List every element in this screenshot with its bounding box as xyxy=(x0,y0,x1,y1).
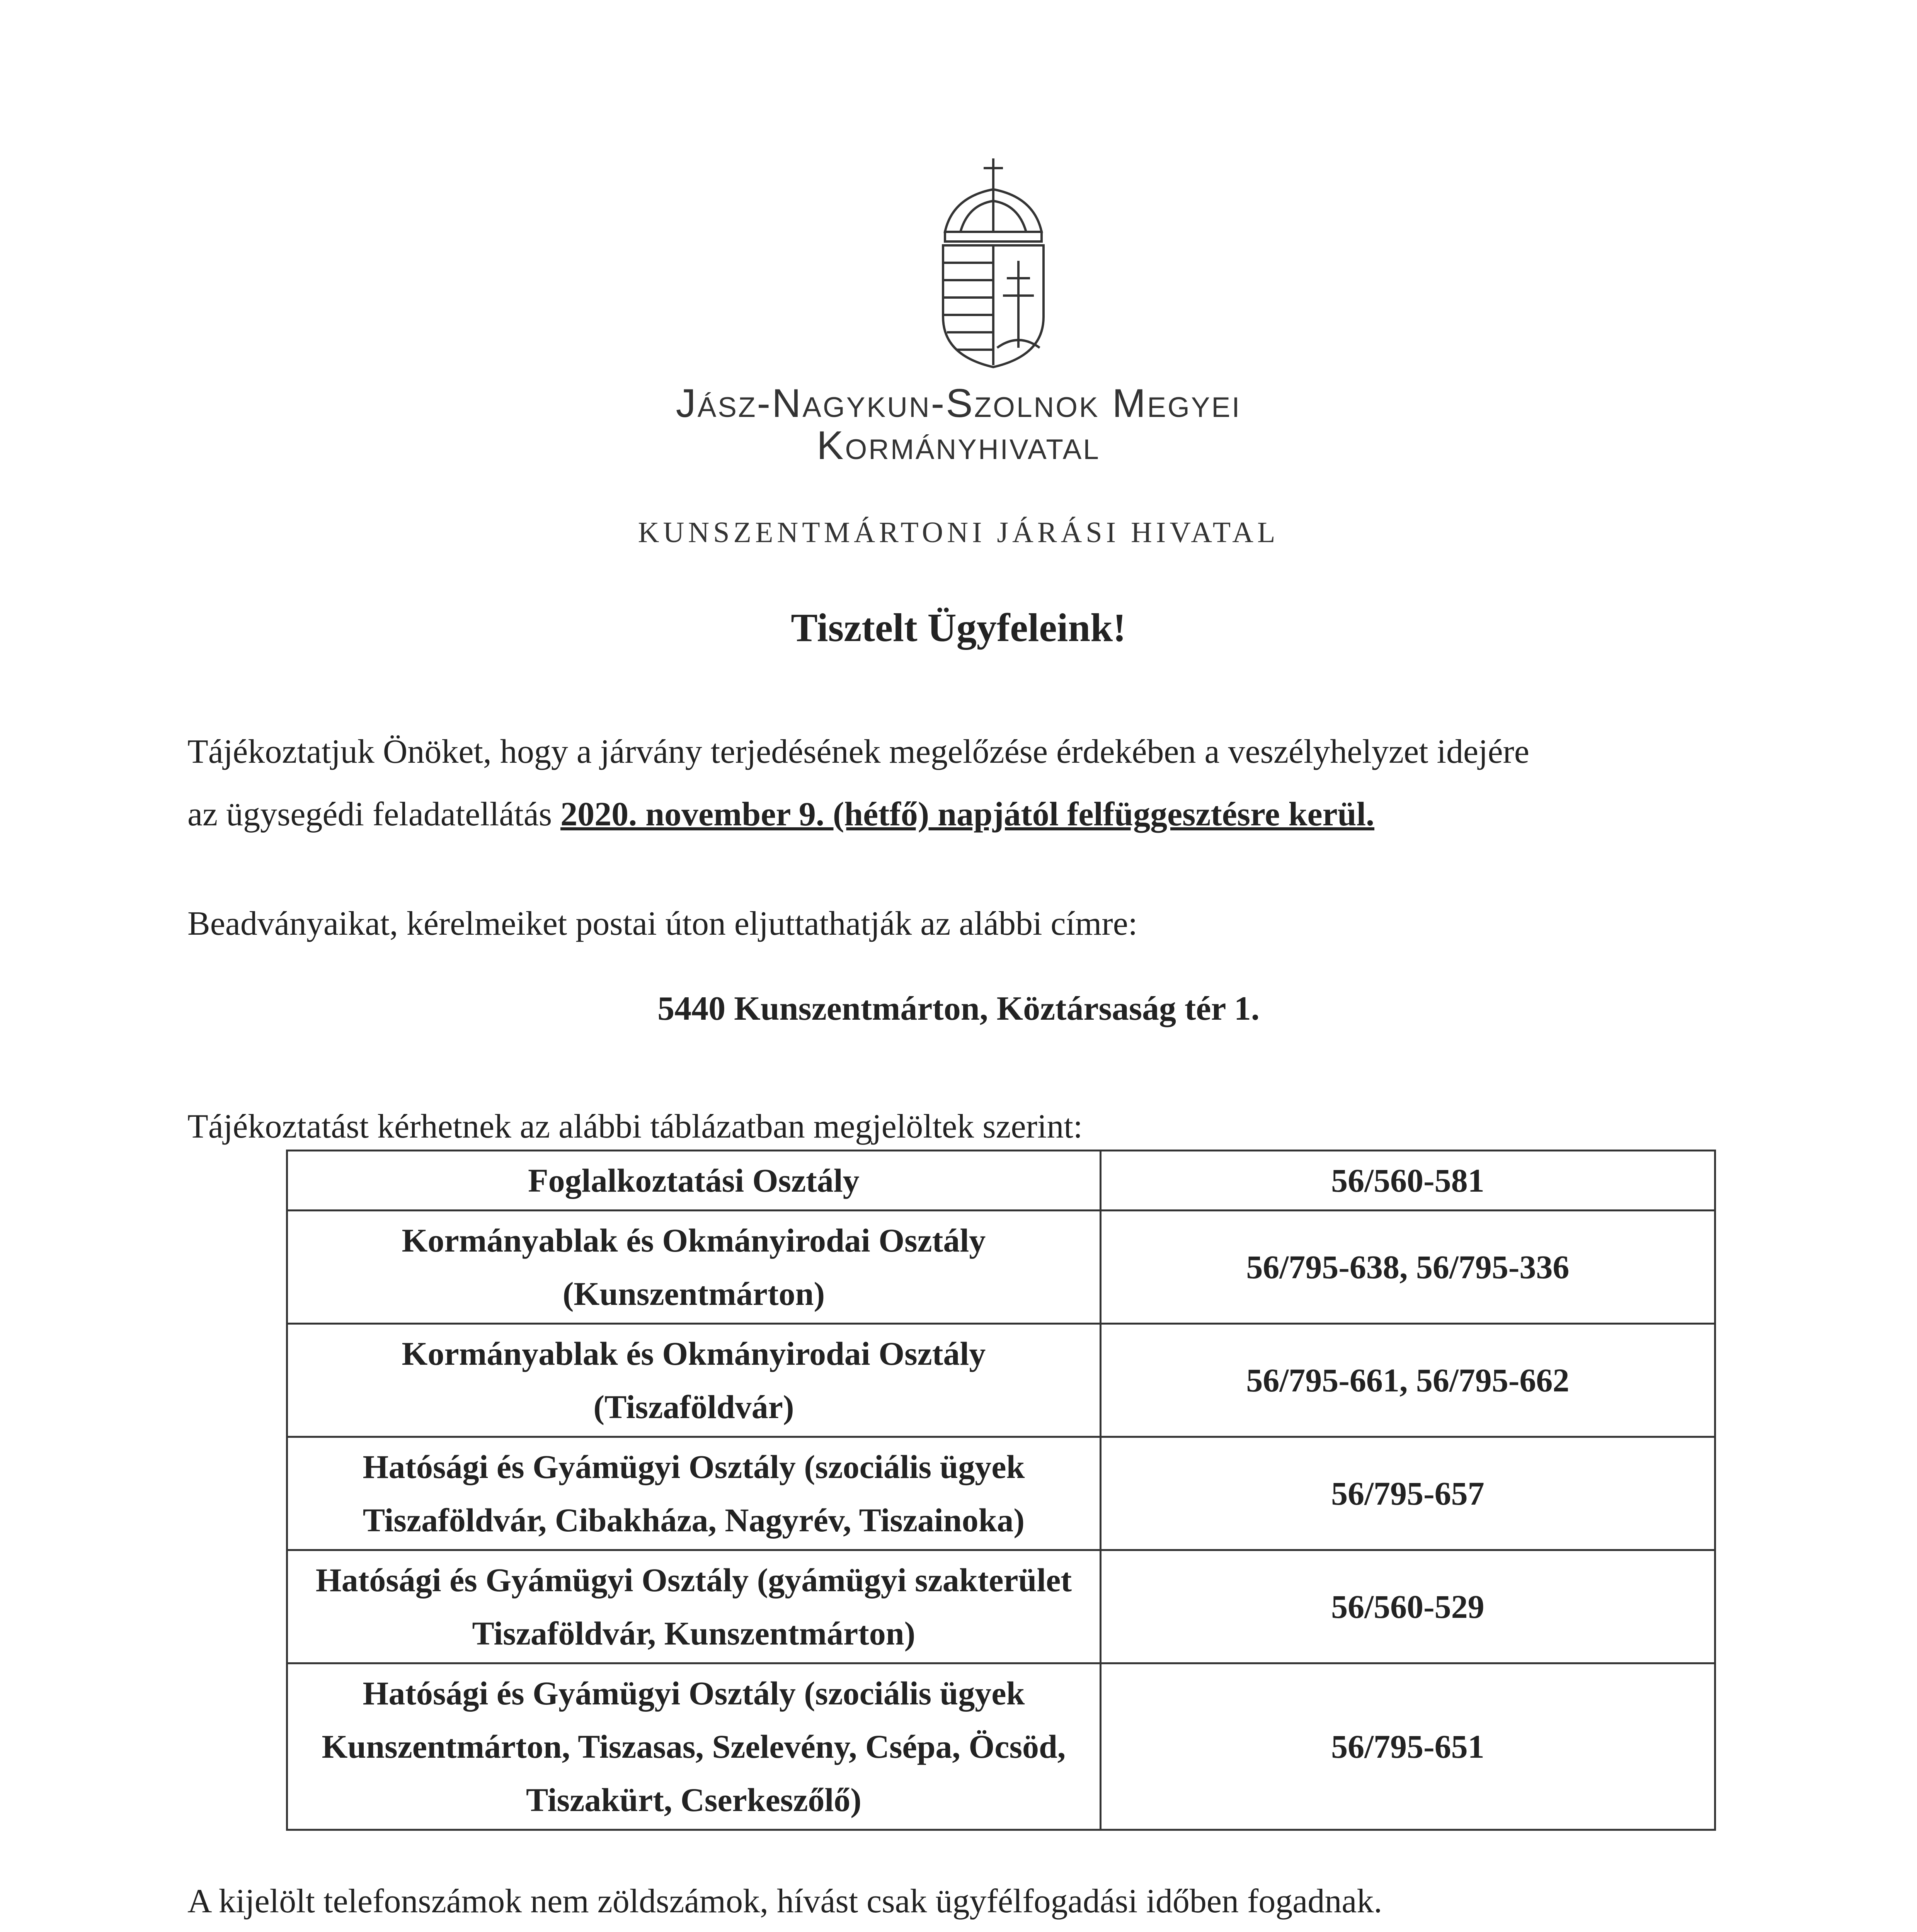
phone-cell: 56/795-651 xyxy=(1100,1663,1715,1830)
phone-cell: 56/795-661, 56/795-662 xyxy=(1100,1324,1715,1437)
phone-cell: 56/795-657 xyxy=(1100,1437,1715,1550)
contacts-table xyxy=(286,1150,1716,1831)
intro-line2 xyxy=(187,783,1764,846)
department-cell: Kormányablak és Okmányirodai Osztály (Tiszaföldvár) xyxy=(287,1324,1101,1437)
department-cell: Foglalkoztatási Osztály xyxy=(287,1151,1101,1211)
table-row xyxy=(287,1550,1715,1663)
department-cell: Kormányablak és Okmányirodai Osztály (Kunszentmárton) xyxy=(287,1211,1101,1324)
county-office-title xyxy=(386,383,1531,467)
district-office-title: KUNSZENTMÁRTONI JÁRÁSI HIVATAL xyxy=(638,516,1279,549)
department-cell: Hatósági és Gyámügyi Osztály (szociális ügyek Kunszentmárton, Tiszasas, Szelevény, Csépa, Öcsöd, Tiszakürt, Cserkeszőlő) xyxy=(287,1663,1101,1830)
coat-of-arms-icon xyxy=(930,155,1057,371)
table-row xyxy=(287,1211,1715,1324)
intro-line1: Tájékoztatjuk Önöket, hogy a járvány terjedésének megelőzése érdekében a veszélyhelyzet idejére xyxy=(187,733,1529,770)
department-cell: Hatósági és Gyámügyi Osztály (gyámügyi szakterület Tiszaföldvár, Kunszentmárton) xyxy=(287,1550,1101,1663)
department-cell: Hatósági és Gyámügyi Osztály (szociális ügyek Tiszaföldvár, Cibakháza, Nagyrév, Tiszainoka) xyxy=(287,1437,1101,1550)
postal-address: 5440 Kunszentmárton, Köztársaság tér 1. xyxy=(657,990,1260,1027)
table-intro: Tájékoztatást kérhetnek az alábbi táblázatban megjelöltek szerint: xyxy=(187,1108,1083,1145)
phone-cell: 56/560-581 xyxy=(1100,1151,1715,1211)
phone-cell: 56/560-529 xyxy=(1100,1550,1715,1663)
table-row xyxy=(287,1437,1715,1550)
county-title-line2: Kormányhivatal xyxy=(817,423,1100,468)
phone-cell: 56/795-638, 56/795-336 xyxy=(1100,1211,1715,1324)
greeting-heading: Tisztelt Ügyfeleink! xyxy=(791,605,1126,650)
suspension-date: 2020. november 9. (hétfő) napjától felfüggesztésre kerül. xyxy=(560,796,1375,833)
county-title-line1: Jász-Nagykun-Szolnok Megyei xyxy=(676,381,1241,426)
table-row xyxy=(287,1151,1715,1211)
intro-paragraph xyxy=(187,721,1764,846)
postal-note: Beadványaikat, kérelmeiket postai úton eljuttathatják az alábbi címre: xyxy=(187,905,1138,942)
intro-line2-start: az ügysegédi feladatellátás xyxy=(187,796,561,833)
table-row xyxy=(287,1324,1715,1437)
phone-note: A kijelölt telefonszámok nem zöldszámok, hívást csak ügyfélfogadási időben fogadnak. xyxy=(187,1883,1382,1920)
table-row xyxy=(287,1663,1715,1830)
